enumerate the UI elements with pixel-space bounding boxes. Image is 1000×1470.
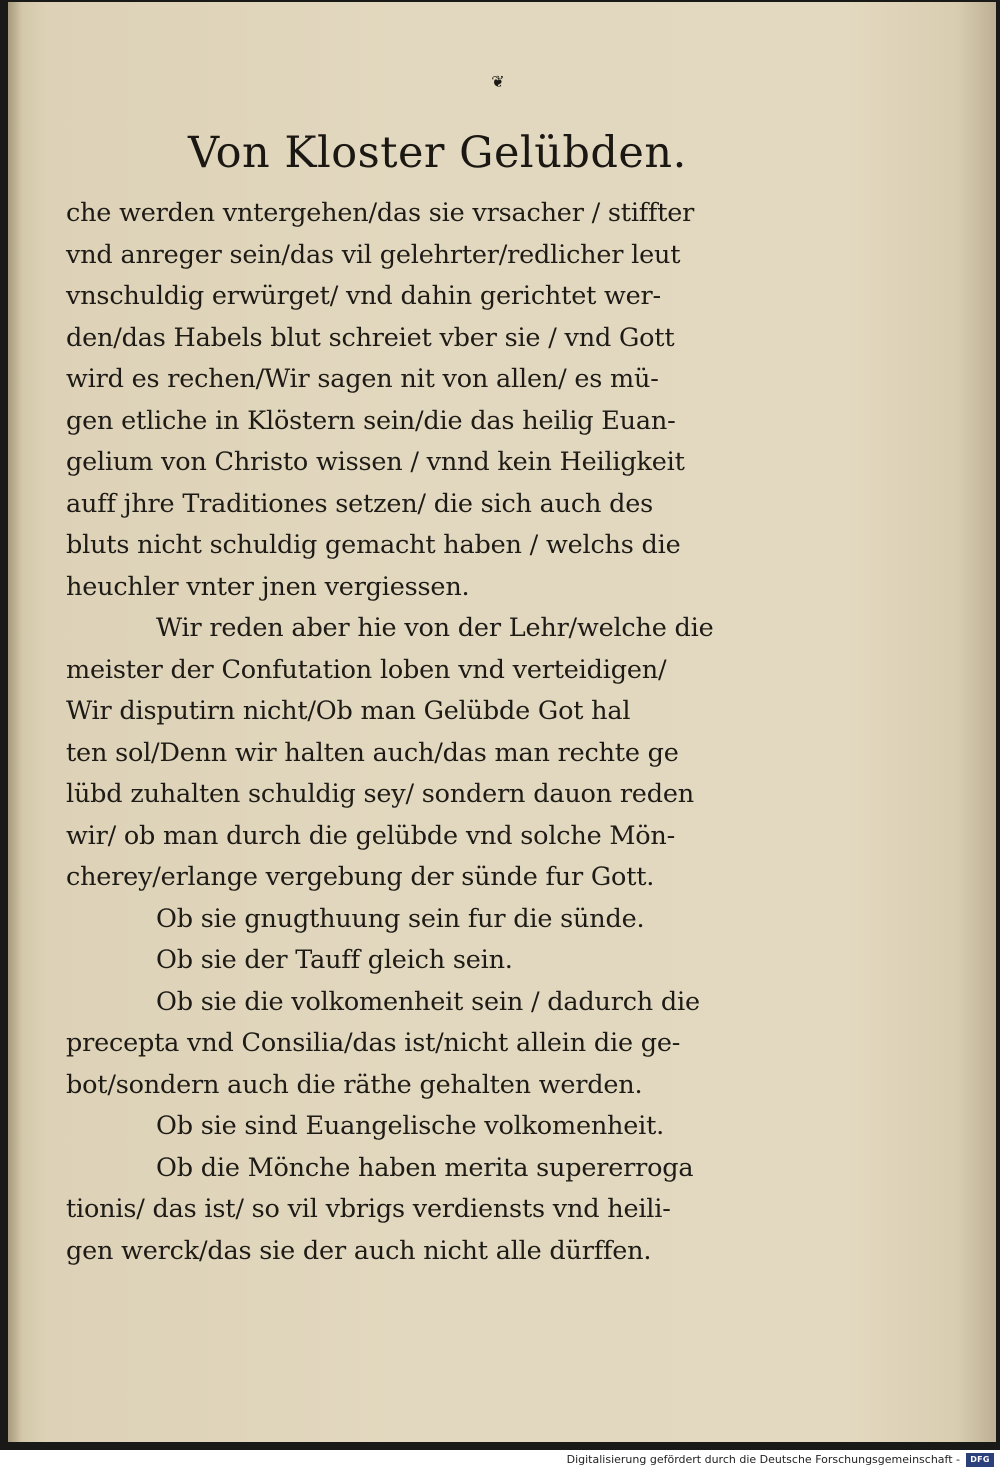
text-line: ten sol/Denn wir halten auch/das man rechte ge (66, 737, 679, 768)
text-line: auff jhre Traditiones setzen/ die sich auch des (66, 488, 653, 519)
text-line: Ob sie der Tauff gleich sein. (156, 945, 513, 975)
text-line: gelium von Christo wissen / vnnd kein Heiligkeit (66, 447, 685, 477)
text-line: che werden vntergehen/das sie vrsacher / stiffter (66, 198, 695, 228)
text-line: Ob die Mönche haben merita supererroga (156, 1152, 694, 1183)
text-line: Ob sie gnugthuung sein fur die sünde. (156, 903, 645, 934)
dfg-logo: DFG (966, 1453, 994, 1467)
text-line: precepta vnd Consilia/das ist/nicht allein die ge- (66, 1028, 681, 1058)
book-page (8, 2, 996, 1442)
text-line: gen etliche in Klöstern sein/die das heilig Euan- (66, 405, 676, 436)
footer-bar (0, 1450, 1000, 1470)
text-line: Wir reden aber hie von der Lehr/welche die (156, 613, 714, 643)
text-line: cherey/erlange vergebung der sünde fur Gott. (66, 862, 655, 892)
text-line: Ob sie sind Euangelische volkomenheit. (156, 1111, 665, 1141)
funding-credit: Digitalisierung gefördert durch die Deutsche Forschungsgemeinschaft - (566, 1453, 960, 1466)
text-line: heuchler vnter jnen vergiessen. (66, 571, 470, 602)
text-line: tionis/ das ist/ so vil vbrigs verdiensts vnd heili- (66, 1194, 671, 1224)
text-line: meister der Confutation loben vnd verteidigen/ (66, 654, 667, 685)
running-head: Von Kloster Gelübden. (188, 128, 687, 178)
text-line: wir/ ob man durch die gelübde vnd solche Mön- (66, 820, 676, 851)
page-text-block (66, 193, 766, 1272)
text-line: Wir disputirn nicht/Ob man Gelübde Got hal (66, 696, 631, 726)
text-line: Ob sie die volkomenheit sein / dadurch die (156, 986, 700, 1017)
text-line: lübd zuhalten schuldig sey/ sondern dauon reden (66, 779, 694, 809)
printer-ornament: ❦ (491, 72, 505, 91)
text-line: vnschuldig erwürget/ vnd dahin gerichtet wer- (66, 281, 661, 311)
text-line: bluts nicht schuldig gemacht haben / welchs die (66, 530, 681, 560)
text-line: gen werck/das sie der auch nicht alle dürffen. (66, 1235, 652, 1266)
text-line: den/das Habels blut schreiet vber sie / vnd Gott (66, 322, 675, 353)
text-line: wird es rechen/Wir sagen nit von allen/ es mü- (66, 364, 659, 394)
text-line: vnd anreger sein/das vil gelehrter/redlicher leut (66, 239, 681, 270)
text-line: bot/sondern auch die räthe gehalten werden. (66, 1069, 643, 1100)
